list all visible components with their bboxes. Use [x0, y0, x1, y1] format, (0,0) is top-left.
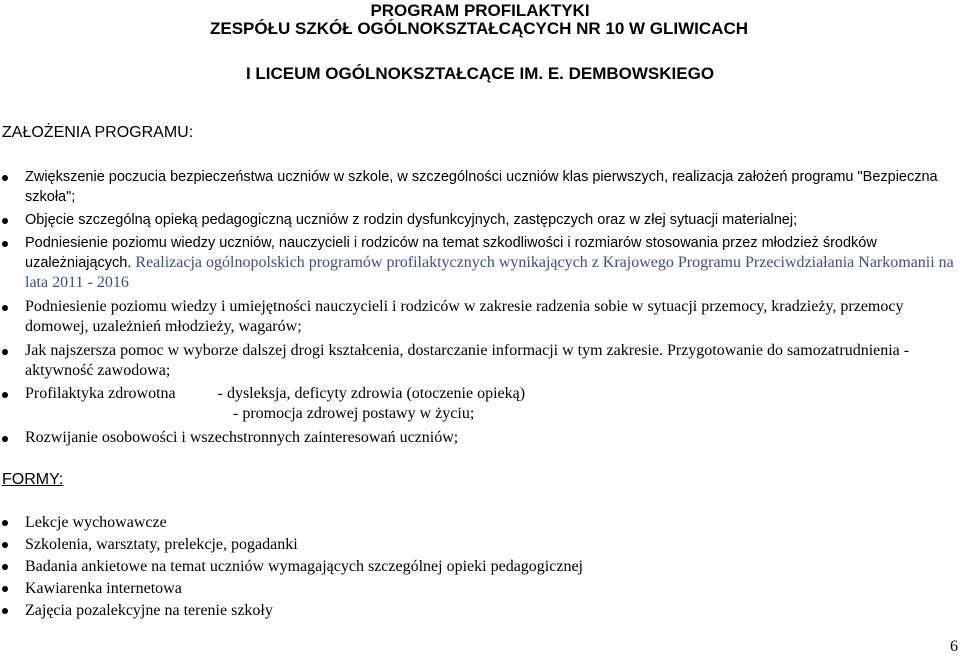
- forms-heading: FORMY:: [2, 471, 64, 488]
- list-item: [0, 428, 960, 448]
- list-item: [0, 384, 960, 424]
- assumptions-list: [0, 167, 960, 448]
- list-item-text: Objęcie szczególną opieką pedagogiczną uczniów z rodzin dysfunkcyjnych, zastępczych oraz w złej sytuacji materialnej;: [25, 212, 798, 228]
- list-item-text: Podniesienie poziomu wiedzy i umiejętności nauczycieli i rodziców w zakresie radzenia sobie w sytuacji przemocy, kradzieży, przemocy domowej, uzależnień młodzieży, wagarów;: [25, 298, 904, 335]
- list-item-text: Podniesienie poziomu wiedzy uczniów, nauczycieli i rodziców na temat szkodliwości i rozmiarów stosowania przez młodzież środków uzależniających.: [25, 235, 877, 271]
- bullet-icon: [2, 586, 8, 592]
- list-item: [0, 534, 960, 555]
- bullet-icon: [2, 175, 8, 181]
- list-item: [0, 341, 960, 381]
- list-item-subpoint: - dysleksja, deficyty zdrowia (otoczenie opieką): [217, 385, 526, 402]
- list-item-text: Jak najszersza pomoc w wyborze dalszej drogi kształcenia, dostarczanie informacji w tym zakresie. Przygotowanie do samozatrudnienia - aktywność zawodowa;: [25, 342, 910, 379]
- bullet-icon: [2, 392, 8, 398]
- list-item-subpoint: - promocja zdrowej postawy w życiu;: [233, 405, 475, 422]
- list-item-text: Badania ankietowe na temat uczniów wymagających szczególnej opieki pedagogicznej: [25, 558, 583, 575]
- highlighted-text: Realizacja ogólnopolskich programów profilaktycznych wynikających z Krajowego Programu Przeciwdziałania Narkomanii na lata 2011 - 2016: [25, 254, 954, 291]
- list-item-text: Lekcje wychowawcze: [25, 514, 167, 531]
- bullet-icon: [2, 218, 8, 224]
- document-title-line-1: PROGRAM PROFILAKTYKI: [370, 1, 590, 20]
- bullet-icon: [2, 436, 8, 442]
- list-item: [0, 600, 960, 621]
- assumptions-heading: ZAŁOŻENIA PROGRAMU:: [2, 124, 194, 141]
- list-item: [0, 556, 960, 577]
- document-title-line-2: ZESPÓŁU SZKÓŁ OGÓLNOKSZTAŁCĄCYCH NR 10 W GLIWICACH: [209, 19, 748, 38]
- page-number: 6: [950, 638, 958, 655]
- bullet-icon: [2, 349, 8, 355]
- list-item: [0, 210, 960, 230]
- list-item-text: Kawiarenka internetowa: [25, 580, 182, 597]
- list-item: [0, 578, 960, 599]
- list-item: [0, 233, 960, 293]
- list-item-text: Rozwijanie osobowości i wszechstronnych zainteresowań uczniów;: [25, 429, 459, 446]
- list-item: [0, 297, 960, 337]
- forms-list: [0, 512, 960, 622]
- bullet-icon: [2, 520, 8, 526]
- list-item: [0, 512, 960, 533]
- list-item: [0, 167, 960, 207]
- bullet-icon: [2, 241, 8, 247]
- list-item-label: Profilaktyka zdrowotna: [25, 385, 176, 402]
- list-item-text: Zajęcia pozalekcyjne na terenie szkoły: [25, 602, 273, 619]
- bullet-icon: [2, 608, 8, 614]
- bullet-icon: [2, 542, 8, 548]
- list-item-text: Zwiększenie poczucia bezpieczeństwa uczniów w szkole, w szczególności uczniów klas pierwszych, realizacja założeń programu "Bezpieczna szkoła";: [25, 169, 938, 205]
- bullet-icon: [2, 305, 8, 311]
- list-item-text: Szkolenia, warsztaty, prelekcje, pogadanki: [25, 536, 298, 553]
- bullet-icon: [2, 564, 8, 570]
- document-title-line-3: I LICEUM OGÓLNOKSZTAŁCĄCE IM. E. DEMBOWSKIEGO: [245, 64, 715, 83]
